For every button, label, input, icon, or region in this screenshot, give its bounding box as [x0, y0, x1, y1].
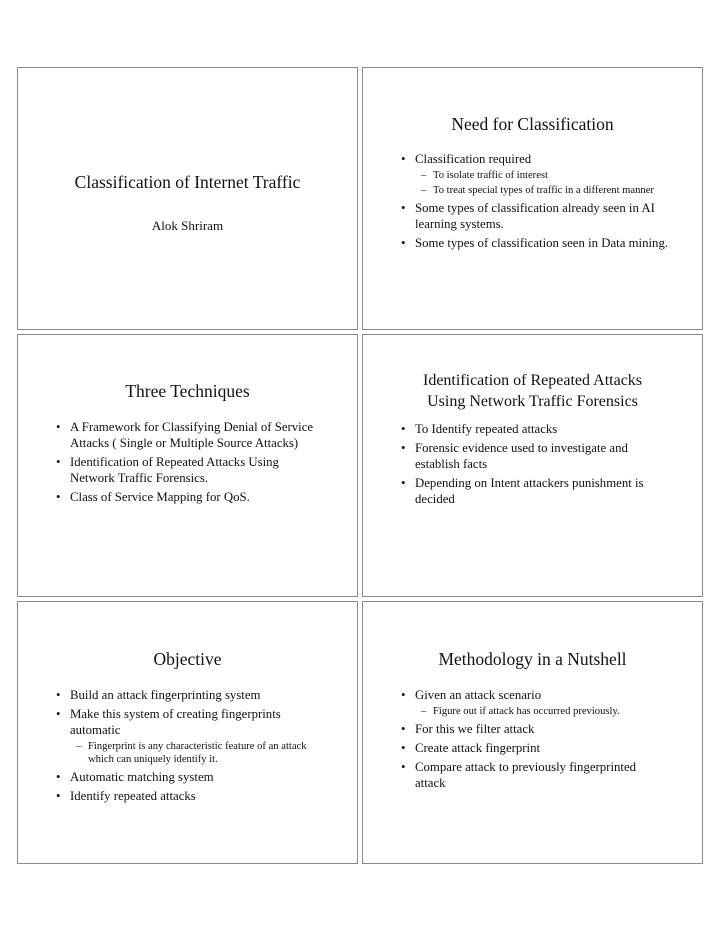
bullet-item: • Class of Service Mapping for QoS. — [54, 489, 324, 505]
slide-heading: Objective — [153, 649, 222, 669]
sub-bullet-item: – Figure out if attack has occurred previously. — [415, 705, 669, 718]
bullet-item: • Identify repeated attacks — [54, 788, 324, 804]
bullet-text: Make this system of creating fingerprints automatic — [70, 707, 281, 737]
slide-heading-line-2: Using Network Traffic Forensics — [427, 393, 638, 410]
bullet-item: • Depending on Intent attackers punishment is decided — [399, 475, 669, 507]
bullet-item: • For this we filter attack — [399, 721, 669, 737]
bullet-item: • Build an attack fingerprinting system — [54, 687, 324, 703]
bullet-item — [399, 687, 669, 718]
sub-bullet-list — [70, 740, 324, 766]
slide-title — [17, 67, 358, 330]
bullet-item: • Some types of classification seen in Data mining. — [399, 235, 669, 251]
sub-bullet-item: – To isolate traffic of interest — [415, 169, 669, 182]
bullet-item — [54, 706, 324, 766]
slide-heading: Three Techniques — [125, 381, 250, 401]
bullet-item: • Compare attack to previously fingerprinted attack — [399, 759, 669, 791]
slide-need-for-classification — [362, 67, 703, 330]
bullet-item: • Create attack fingerprint — [399, 740, 669, 756]
bullet-text: Given an attack scenario — [415, 688, 542, 702]
bullet-text: Classification required — [415, 152, 532, 166]
bullet-list — [399, 421, 669, 510]
bullet-item — [399, 151, 669, 197]
slide-heading: Methodology in a Nutshell — [438, 649, 627, 669]
bullet-item: • Automatic matching system — [54, 769, 324, 785]
bullet-list — [399, 151, 669, 254]
slide-heading-line-1: Identification of Repeated Attacks — [422, 372, 643, 389]
sub-bullet-item: – Fingerprint is any characteristic feature of an attack which can uniquely identify it. — [70, 740, 324, 766]
bullet-item: • A Framework for Classifying Denial of Service Attacks ( Single or Multiple Source Attacks) — [54, 419, 324, 451]
bullet-item: • Forensic evidence used to investigate and establish facts — [399, 440, 669, 472]
slide-title-heading: Classification of Internet Traffic — [74, 172, 301, 192]
slide-identification-repeated-attacks — [362, 334, 703, 597]
sub-bullet-list — [415, 705, 669, 718]
bullet-item: • Identification of Repeated Attacks Using Network Traffic Forensics. — [54, 454, 324, 486]
bullet-item: • To Identify repeated attacks — [399, 421, 669, 437]
bullet-list — [54, 687, 324, 807]
sub-bullet-item: – To treat special types of traffic in a different manner — [415, 184, 669, 197]
slide-three-techniques — [17, 334, 358, 597]
slide-heading: Need for Classification — [451, 114, 614, 134]
bullet-list — [399, 687, 669, 794]
slide-author: Alok Shriram — [151, 218, 224, 233]
bullet-item: • Some types of classification already seen in AI learning systems. — [399, 200, 669, 232]
sub-bullet-list — [415, 169, 669, 197]
slide-methodology — [362, 601, 703, 864]
slide-objective — [17, 601, 358, 864]
bullet-list — [54, 419, 324, 508]
